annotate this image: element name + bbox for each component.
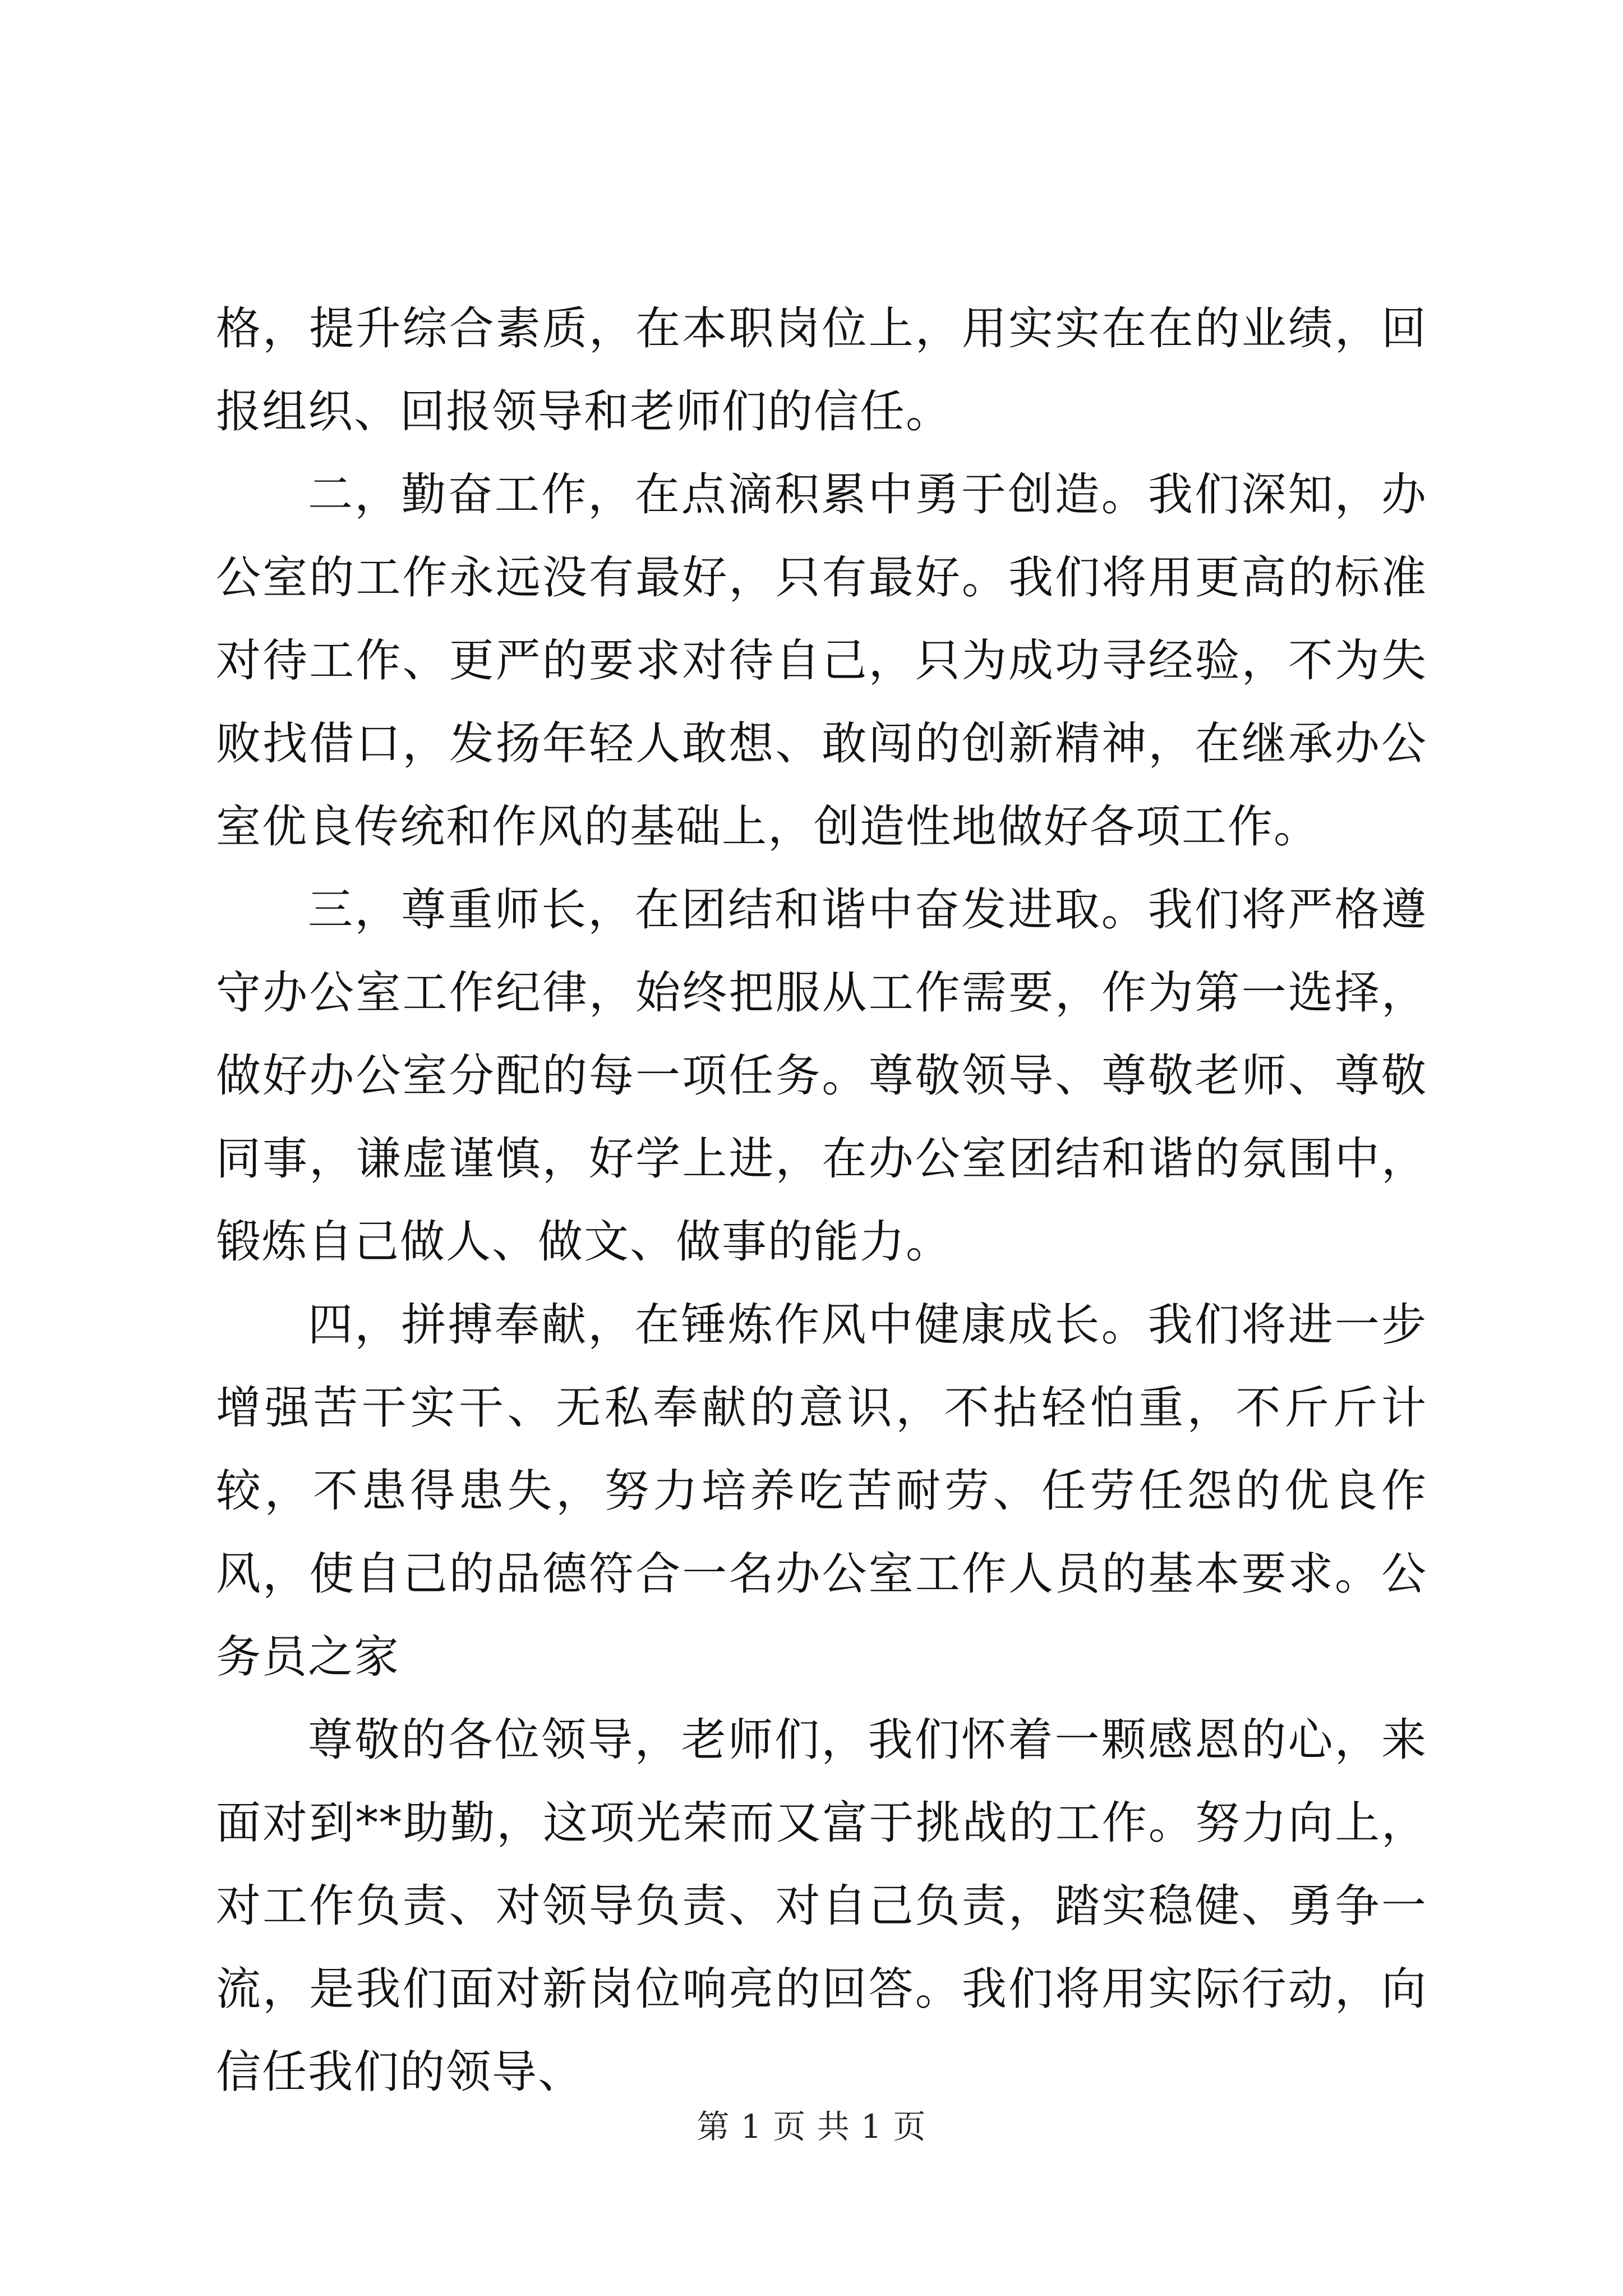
paragraph-closing: 尊敬的各位领导，老师们，我们怀着一颗感恩的心，来面对到**助勤，这项光荣而又富于挑战的工作。努力向上，对工作负责、对领导负责、对自己负责，踏实稳健、勇争一流，是我们面对新岗位响亮的回答。我们将用实际行动，向信任我们的领导、 (216, 1714, 1427, 2098)
document-body (216, 287, 1427, 2114)
paragraph-continuation: 格，提升综合素质，在本职岗位上，用实实在在的业绩，回报组织、回报领导和老师们的信任。 (216, 302, 1427, 438)
paragraph-item-4: 四，拼搏奉献，在锤炼作风中健康成长。我们将进一步增强苦干实干、无私奉献的意识，不拈轻怕重，不斤斤计较，不患得患失，努力培养吃苦耐劳、任劳任怨的优良作风，使自己的品德符合一名办公室工作人员的基本要求。公务员之家 (216, 1299, 1427, 1683)
paragraph-item-3: 三，尊重师长，在团结和谐中奋发进取。我们将严格遵守办公室工作纪律，始终把服从工作需要，作为第一选择，做好办公室分配的每一项任务。尊敬领导、尊敬老师、尊敬同事，谦虚谨慎，好学上进，在办公室团结和谐的氛围中，锻炼自己做人、做文、做事的能力。 (216, 884, 1427, 1268)
page-number-footer: 第 1 页 共 1 页 (697, 2108, 926, 2146)
paragraph-item-2: 二，勤奋工作，在点滴积累中勇于创造。我们深知，办公室的工作永远没有最好，只有最好。我们将用更高的标准对待工作、更严的要求对待自己，只为成功寻经验，不为失败找借口，发扬年轻人敢想、敢闯的创新精神，在继承办公室优良传统和作风的基础上，创造性地做好各项工作。 (216, 468, 1427, 853)
